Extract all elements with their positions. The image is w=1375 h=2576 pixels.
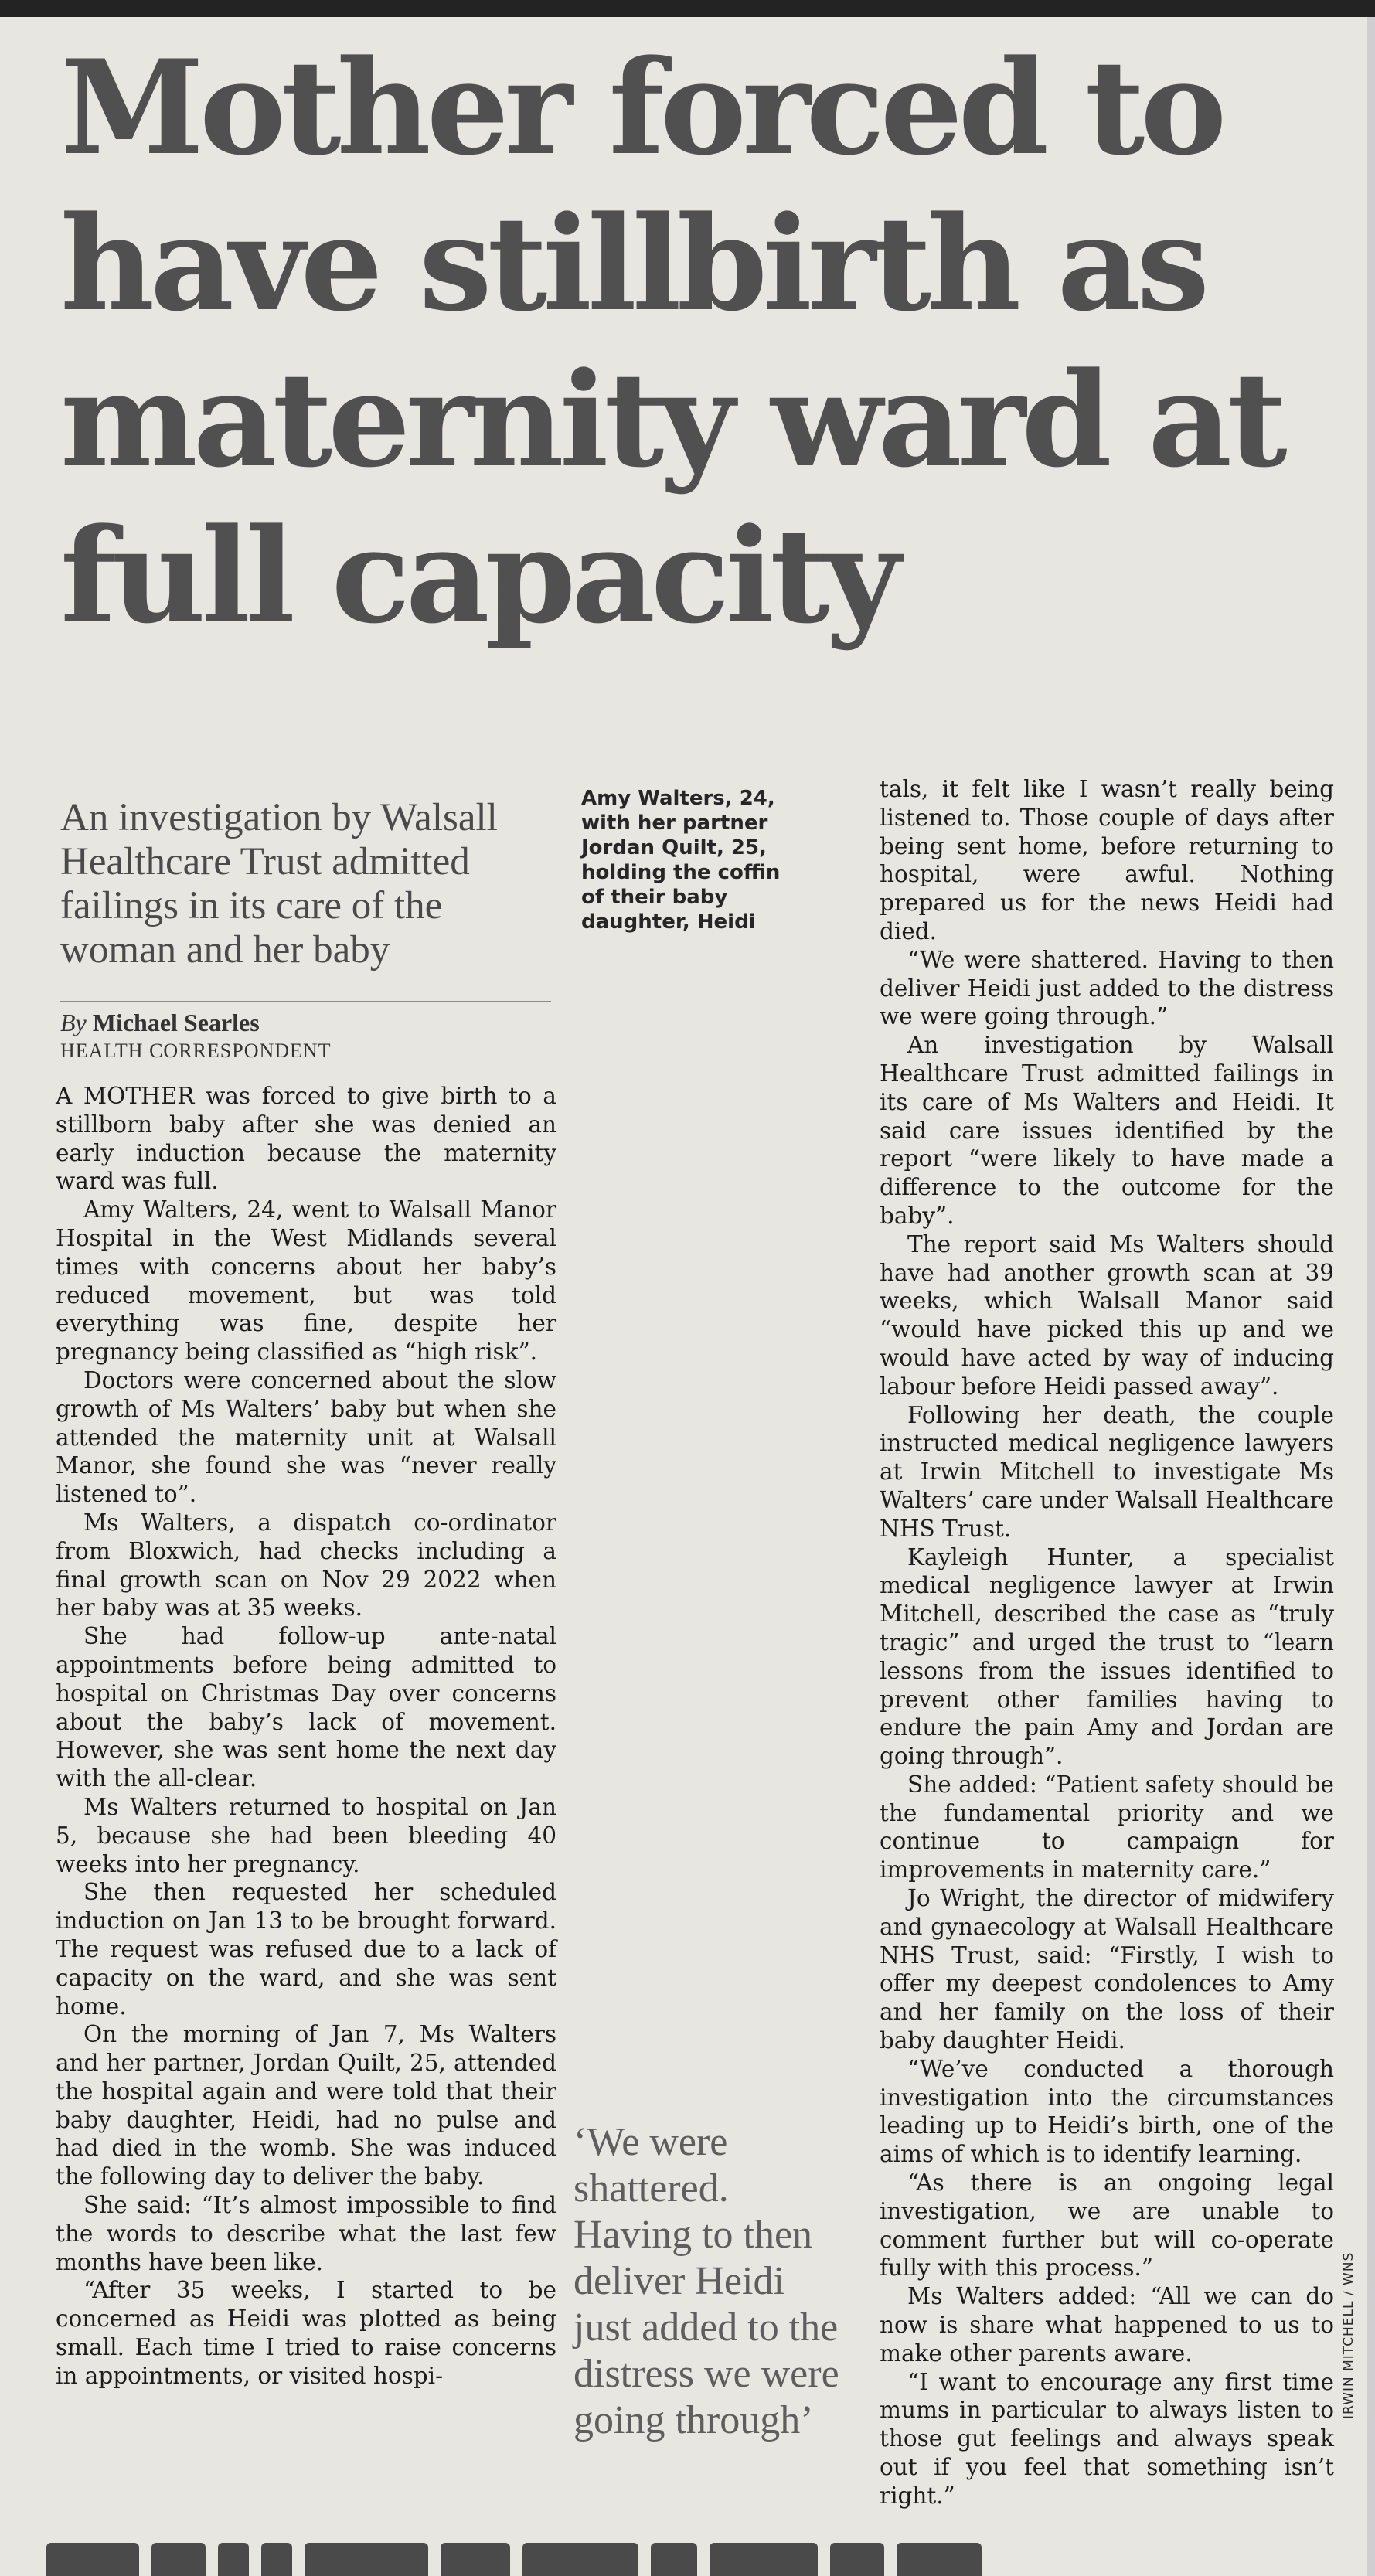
photo-caption: Amy Walters, 24, with her partner Jordan Quilt, 25, holding the coffin of their baby daughter, Heidi: [581, 787, 781, 934]
glyph-fragment: [441, 2543, 510, 2576]
paragraph: Doctors were concerned about the slow growth of Ms Walters’ baby but when she attended the maternity unit at Walsall Manor, she found she was “never really listened to”.: [56, 1366, 556, 1508]
glyph-fragment: [46, 2543, 139, 2576]
standfirst-rule: [60, 1001, 551, 1002]
paragraph: A MOTHER was forced to give birth to a stillborn baby after she was denied an early induction because the maternity ward was full.: [56, 1083, 556, 1195]
paragraph: Ms Walters added: “All we can do now is share what happened to us to make other parents aware.: [880, 2283, 1334, 2367]
paragraph: Ms Walters returned to hospital on Jan 5, because she had been bleeding 40 weeks into her pregnancy.: [56, 1793, 556, 1877]
glyph-fragment: [218, 2543, 249, 2576]
paragraph: Kayleigh Hunter, a specialist medical negligence lawyer at Irwin Mitchell, described the case as “truly tragic” and urged the trust to “learn lessons from the issues identified to prevent other families having to endure the pain Amy and Jordan are going through”.: [880, 1543, 1334, 1770]
paragraph: She then requested her scheduled induction on Jan 13 to be brought forward. The request was refused due to a lack of capacity on the ward, and she was sent home.: [56, 1879, 556, 2020]
paragraph: Amy Walters, 24, went to Walsall Manor Hospital in the West Midlands several times with concerns about her baby’s reduced movement, but was told everything was fine, despite her pregnancy being classified as “high risk”.: [56, 1196, 556, 1366]
paragraph: An investigation by Walsall Healthcare Trust admitted failings in its care of Ms Walters and Heidi. It said care issues identified by the report “were likely to have made a difference to the outcome for the baby”.: [880, 1032, 1334, 1229]
scan-top-edge: [0, 0, 1375, 17]
paragraph: “I want to encourage any first time mums in particular to always listen to those gut feelings and always speak out if you feel that something isn’t right.”: [880, 2368, 1334, 2509]
standfirst: An investigation by Walsall Healthcare Trust admitted failings in its care of the woman and her baby: [60, 796, 498, 972]
pull-quote: ‘We were shattered. Having to then deliver Heidi just added to the distress we were going through’: [573, 2120, 839, 2442]
paragraph: She had follow-up ante-natal appointments before being admitted to hospital on Christmas Day over concerns about the baby’s lack of movement. However, she was sent home the next day with the all-clear.: [56, 1623, 556, 1792]
glyph-fragment: [261, 2543, 292, 2576]
paragraph: “As there is an ongoing legal investigation, we are unable to comment further but will co-operate fully with this process.”: [880, 2169, 1334, 2282]
glyph-fragment: [151, 2543, 206, 2576]
paragraph: tals, it felt like I wasn’t really being listened to. Those couple of days after being sent home, before returning to hospital, were awful. Nothing prepared us for the news Heidi had died.: [880, 776, 1334, 944]
paragraph: The report said Ms Walters should have had another growth scan at 39 weeks, which Walsall Manor said “would have picked this up and we would have acted by way of inducing labour before Heidi passed away”.: [880, 1230, 1334, 1400]
paragraph: “We were shattered. Having to then deliver Heidi just added to the distress we were going through.”: [880, 946, 1334, 1030]
author-name: Michael Searles: [92, 1009, 260, 1036]
paragraph: She said: “It’s almost impossible to find the words to describe what the last few months have been like.: [56, 2192, 556, 2275]
paragraph: Jo Wright, the director of midwifery and gynaecology at Walsall Healthcare NHS Trust, said: “Firstly, I wish to offer my deepest condolences to Amy and her family on the loss of their baby daughter Heidi.: [880, 1885, 1334, 2054]
glyph-fragment: [522, 2543, 638, 2576]
author-role: HEALTH CORRESPONDENT: [60, 1040, 332, 1062]
body-column-1: [56, 1082, 556, 2391]
byline-prefix: By: [60, 1009, 87, 1036]
glyph-fragment: [897, 2543, 982, 2576]
byline: [60, 1009, 260, 1037]
next-article-headline-fragment: [46, 2543, 1360, 2576]
glyph-fragment: [830, 2543, 884, 2576]
glyph-fragment: [651, 2543, 697, 2576]
paragraph: “We’ve conducted a thorough investigation into the circumstances leading up to Heidi’s birth, one of the aims of which is to identify learning.: [880, 2055, 1334, 2168]
glyph-fragment: [710, 2543, 818, 2576]
paragraph: On the morning of Jan 7, Ms Walters and her partner, Jordan Quilt, 25, attended the hospital again and were told that their baby daughter, Heidi, had no pulse and had died in the womb. She was induced the following day to deliver the baby.: [56, 2021, 556, 2190]
paragraph: She added: “Patient safety should be the fundamental priority and we continue to campaign for improvements in maternity care.”: [880, 1771, 1334, 1884]
body-column-2: [880, 775, 1334, 2510]
scan-right-edge: [1367, 17, 1375, 2576]
photo-credit: IRWIN MITCHELL / WNS: [1341, 2251, 1356, 2419]
headline: Mother forced to have stillbirth as maternity ward at full capacity: [60, 31, 1283, 652]
paragraph: Following her death, the couple instructed medical negligence lawyers at Irwin Mitchell to investigate Ms Walters’ care under Walsall Healthcare NHS Trust.: [880, 1401, 1334, 1542]
paragraph: “After 35 weeks, I started to be concerned as Heidi was plotted as being small. Each time I tried to raise concerns in appointments, or visited hospi-: [56, 2277, 556, 2389]
paragraph: Ms Walters, a dispatch co-ordinator from Bloxwich, had checks including a final growth scan on Nov 29 2022 when her baby was at 35 weeks.: [56, 1509, 556, 1621]
glyph-fragment: [305, 2543, 428, 2576]
